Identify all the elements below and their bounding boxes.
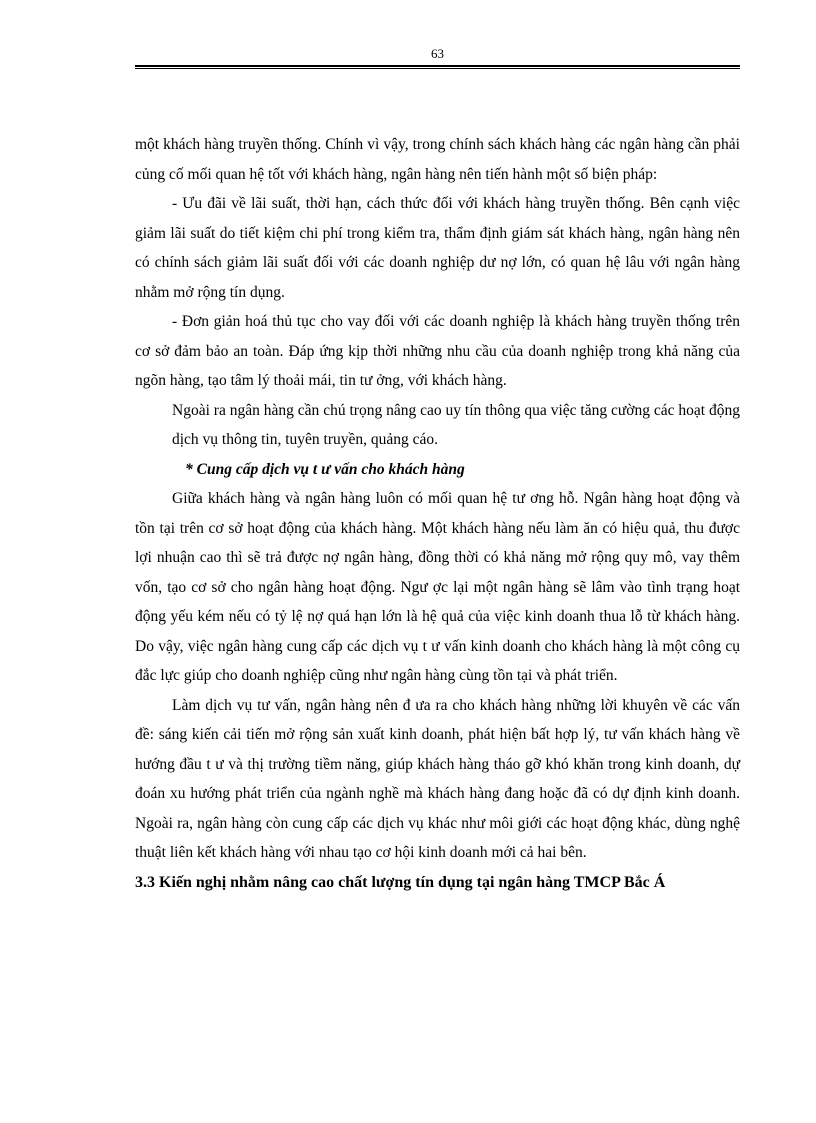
paragraph: Làm dịch vụ tư vấn, ngân hàng nên đ ưa ra cho khách hàng những lời khuyên về các vấn đề: sáng kiến cải tiến mở rộng sản xuất kinh doanh, phát hiện bất hợp lý, tư vấn khách hàng về hướng đầu t ư và thị trường tiềm năng, giúp khách hàng tháo gỡ khó khăn trong kinh doanh, dự đoán xu hướng phát triển của ngành nghề mà khách hàng đang hoặc đã có dự định kinh doanh. Ngoài ra, ngân hàng còn cung cấp các dịch vụ khác như môi giới các hoạt động khác, dùng nghệ thuật liên kết khách hàng với nhau tạo cơ hội kinh doanh mới cả hai bên.	[135, 696, 740, 861]
paragraph: một khách hàng truyền thống. Chính vì vậy, trong chính sách khách hàng các ngân hàng cần phải củng cố mối quan hệ tốt với khách hàng, ngân hàng nên tiến hành một số biện pháp:	[135, 136, 740, 183]
page-number: 63	[431, 46, 444, 61]
header-rule	[135, 65, 740, 69]
bullet-paragraph: - Ưu đãi về lãi suất, thời hạn, cách thức đối với khách hàng truyền thống. Bên cạnh việc giảm lãi suất do tiết kiệm chi phí trong kiểm tra, thẩm định giám sát khách hàng, ngân hàng nên có chính sách giảm lãi suất đối với các doanh nghiệp dư nợ lớn, có quan hệ lâu với ngân hàng nhằm mở rộng tín dụng.	[135, 195, 740, 301]
section-heading: 3.3 Kiến nghị nhằm nâng cao chất lượng tín dụng tại ngân hàng TMCP Bắc Á	[135, 873, 666, 891]
paragraph: Giữa khách hàng và ngân hàng luôn có mối quan hệ tư ơng hỗ. Ngân hàng hoạt động và tồn tại trên cơ sở hoạt động của khách hàng. Một khách hàng nếu làm ăn có hiệu quả, thu được lợi nhuận cao thì sẽ trả được nợ ngân hàng, đồng thời có khả năng mở rộng quy mô, vay thêm vốn, tạo cơ sở cho ngân hàng hoạt động. Ngư ợc lại một ngân hàng sẽ lâm vào tình trạng hoạt động yếu kém nếu có tỷ lệ nợ quá hạn lớn là hệ quả của việc kinh doanh thua lỗ từ khách hàng. Do vậy, việc ngân hàng cung cấp các dịch vụ t ư vấn kinh doanh cho khách hàng là một công cụ đắc lực giúp cho doanh nghiệp cũng như ngân hàng cùng tồn tại và phát triển.	[135, 490, 740, 684]
body-text	[135, 130, 740, 897]
bullet-paragraph: - Đơn giản hoá thủ tục cho vay đối với các doanh nghiệp là khách hàng truyền thống trên cơ sở đảm bảo an toàn. Đáp ứng kịp thời những nhu cầu của doanh nghiệp trong khả năng của ngõn hàng, tạo tâm lý thoải mái, tin tư ởng, với khách hàng.	[135, 313, 740, 389]
paragraph: Ngoài ra ngân hàng cần chú trọng nâng cao uy tín thông qua việc tăng cường các hoạt động dịch vụ thông tin, tuyên truyền, quảng cáo.	[172, 401, 740, 448]
subheading: * Cung cấp dịch vụ t ư vấn cho khách hàng	[185, 460, 465, 478]
